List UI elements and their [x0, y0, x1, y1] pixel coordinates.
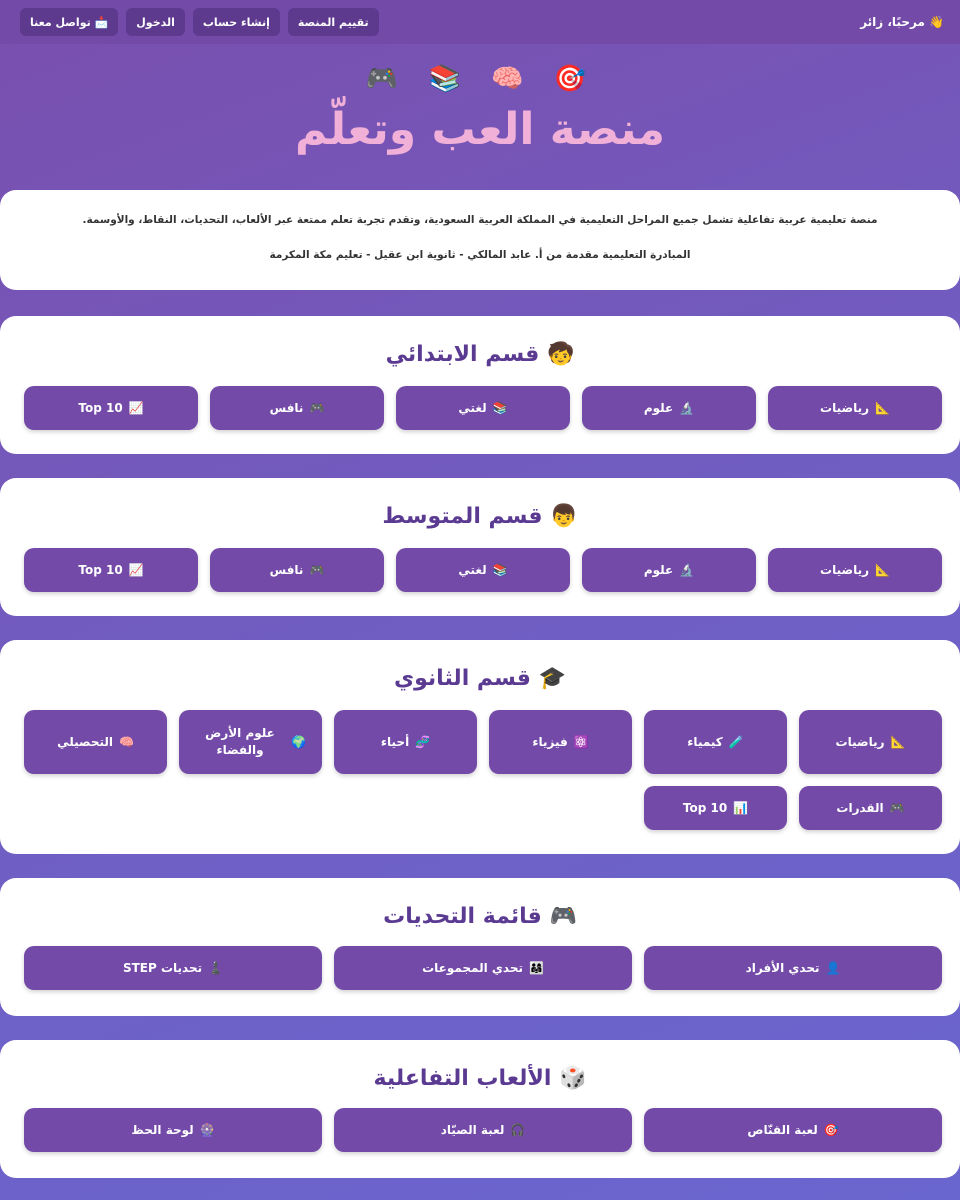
books-icon: 📚: [492, 562, 508, 577]
challenges-section: [0, 878, 960, 1016]
section-title-text: الألعاب التفاعلية: [373, 1066, 552, 1091]
group-challenge-button[interactable]: [334, 946, 632, 990]
luck-wheel-button[interactable]: [24, 1108, 322, 1152]
primary-section: [0, 316, 960, 454]
wheel-icon: 🎡: [199, 1122, 215, 1137]
globe-icon: 🌍: [291, 734, 306, 749]
family-icon: 👨‍👩‍👧: [528, 960, 544, 975]
button-label: لغتي: [458, 400, 487, 415]
secondary-physics-button[interactable]: [489, 710, 632, 774]
intro-card: [0, 190, 960, 290]
button-label: نافس: [269, 562, 304, 577]
books-icon: 📚: [428, 64, 469, 94]
button-label: رياضيات: [835, 734, 885, 749]
sniper-game-button[interactable]: [644, 1108, 942, 1152]
games-buttons: [24, 1108, 942, 1152]
hero: [0, 44, 960, 190]
primary-top10-button[interactable]: [24, 386, 198, 430]
button-label: كيمياء: [687, 734, 723, 749]
top-nav: [0, 0, 960, 44]
button-label: تحدي الأفراد: [745, 960, 820, 975]
gamepad-icon: 🎮: [309, 400, 325, 415]
gamepad-icon: 🎮: [889, 800, 905, 815]
hero-icons: [0, 44, 960, 94]
individual-challenge-button[interactable]: [644, 946, 942, 990]
challenges-buttons: [24, 946, 942, 990]
button-label: تحديات STEP: [122, 960, 203, 975]
microscope-icon: 🔬: [679, 400, 695, 415]
test-tube-icon: 🧪: [728, 734, 744, 749]
secondary-buttons-row2: [644, 786, 942, 830]
button-label: التحصيلي: [57, 734, 113, 749]
intermediate-top10-button[interactable]: [24, 548, 198, 592]
chess-pawn-icon: ♟️: [208, 960, 224, 975]
graduation-cap-icon: 🎓: [538, 666, 567, 691]
atom-icon: ⚛️: [573, 734, 589, 749]
initiative-credit: المبادرة التعليمية مقدمة من أ. عابد المالكي - ثانوية ابن عقيل - تعليم مكة المكرمة: [269, 248, 691, 261]
secondary-section-title: [0, 666, 960, 691]
button-label: تحدي المجموعات: [422, 960, 523, 975]
button-label: فيزياء: [532, 734, 568, 749]
ruler-icon: 📐: [890, 734, 906, 749]
primary-buttons: [24, 386, 942, 430]
button-label: لوحة الحظ: [131, 1122, 194, 1137]
dna-icon: 🧬: [415, 734, 431, 749]
login-button[interactable]: الدخول: [126, 8, 185, 36]
games-section-title: [0, 1066, 960, 1091]
child-icon: 🧒: [546, 342, 575, 367]
primary-arabic-button[interactable]: [396, 386, 570, 430]
create-account-button[interactable]: إنشاء حساب: [193, 8, 280, 36]
page-title: منصة العب وتعلّم: [294, 104, 666, 155]
button-label: رياضيات: [820, 562, 870, 577]
secondary-qudurat-button[interactable]: [799, 786, 942, 830]
primary-science-button[interactable]: [582, 386, 756, 430]
section-title-text: قسم الثانوي: [393, 666, 531, 691]
books-icon: 📚: [492, 400, 508, 415]
greeting: 👋 مرحبًا، زائر: [860, 15, 944, 29]
button-label: نافس: [269, 400, 304, 415]
chart-icon: 📈: [128, 562, 144, 577]
hunter-game-button[interactable]: [334, 1108, 632, 1152]
ruler-icon: 📐: [875, 562, 890, 577]
button-label: لعبة الصيّاد: [440, 1122, 505, 1137]
challenges-section-title: [0, 904, 960, 929]
dice-icon: 🎲: [559, 1066, 587, 1091]
contact-us-button[interactable]: 📩 تواصل معنا: [20, 8, 118, 36]
button-label: القدرات: [836, 800, 884, 815]
secondary-section: [0, 640, 960, 854]
intermediate-buttons: [24, 548, 942, 592]
brain-icon: 🧠: [119, 734, 134, 749]
intermediate-science-button[interactable]: [582, 548, 756, 592]
games-section: [0, 1040, 960, 1178]
microscope-icon: 🔬: [679, 562, 695, 577]
button-label: أحياء: [380, 734, 410, 749]
secondary-top10-button[interactable]: [644, 786, 787, 830]
secondary-chemistry-button[interactable]: [644, 710, 787, 774]
gamepad-icon: 🎮: [309, 562, 325, 577]
intermediate-arabic-button[interactable]: [396, 548, 570, 592]
ruler-icon: 📐: [875, 400, 890, 415]
headphones-icon: 🎧: [510, 1122, 526, 1137]
section-title-text: قسم الابتدائي: [385, 342, 540, 367]
secondary-buttons: [24, 710, 942, 774]
intermediate-section-title: [0, 504, 960, 529]
person-icon: 👤: [825, 960, 841, 975]
button-label: علوم: [643, 562, 674, 577]
secondary-tahsili-button[interactable]: [24, 710, 167, 774]
button-label: علوم الأرض والفضاء: [205, 726, 275, 757]
platform-description: منصة تعليمية عربية تفاعلية تشمل جميع المراحل التعليمية في المملكة العربية السعودية، وتقدم تجربة تعلم ممتعة عبر الألعاب، التحديات، النقاط، والأوسمة.: [82, 214, 878, 226]
button-label: Top 10: [78, 562, 123, 577]
intermediate-section: [0, 478, 960, 616]
brain-icon: 🧠: [491, 64, 532, 94]
bar-chart-icon: 📊: [733, 800, 749, 815]
intermediate-nafes-button[interactable]: [210, 548, 384, 592]
button-label: Top 10: [682, 800, 728, 815]
gamepad-icon: 🎮: [365, 64, 407, 94]
primary-nafes-button[interactable]: [210, 386, 384, 430]
nav-buttons: [20, 8, 379, 36]
button-label: لعبة القنّاص: [747, 1122, 818, 1137]
button-label: رياضيات: [820, 400, 870, 415]
primary-math-button[interactable]: [768, 386, 942, 430]
rate-platform-button[interactable]: تقييم المنصة: [288, 8, 379, 36]
button-label: Top 10: [78, 400, 123, 415]
target-icon: 🎯: [823, 1122, 839, 1137]
button-label: علوم: [643, 400, 674, 415]
section-title-text: قائمة التحديات: [383, 904, 542, 929]
button-label: لغتي: [458, 562, 487, 577]
boy-icon: 👦: [550, 504, 578, 529]
secondary-math-button[interactable]: [799, 710, 942, 774]
section-title-text: قسم المتوسط: [382, 504, 543, 529]
secondary-earth-science-button[interactable]: [179, 710, 322, 774]
chart-icon: 📈: [128, 400, 144, 415]
secondary-biology-button[interactable]: [334, 710, 477, 774]
target-icon: 🎯: [553, 64, 595, 94]
gamepad-icon: 🎮: [549, 904, 577, 929]
step-challenge-button[interactable]: [24, 946, 322, 990]
intermediate-math-button[interactable]: [768, 548, 942, 592]
primary-section-title: [0, 342, 960, 367]
